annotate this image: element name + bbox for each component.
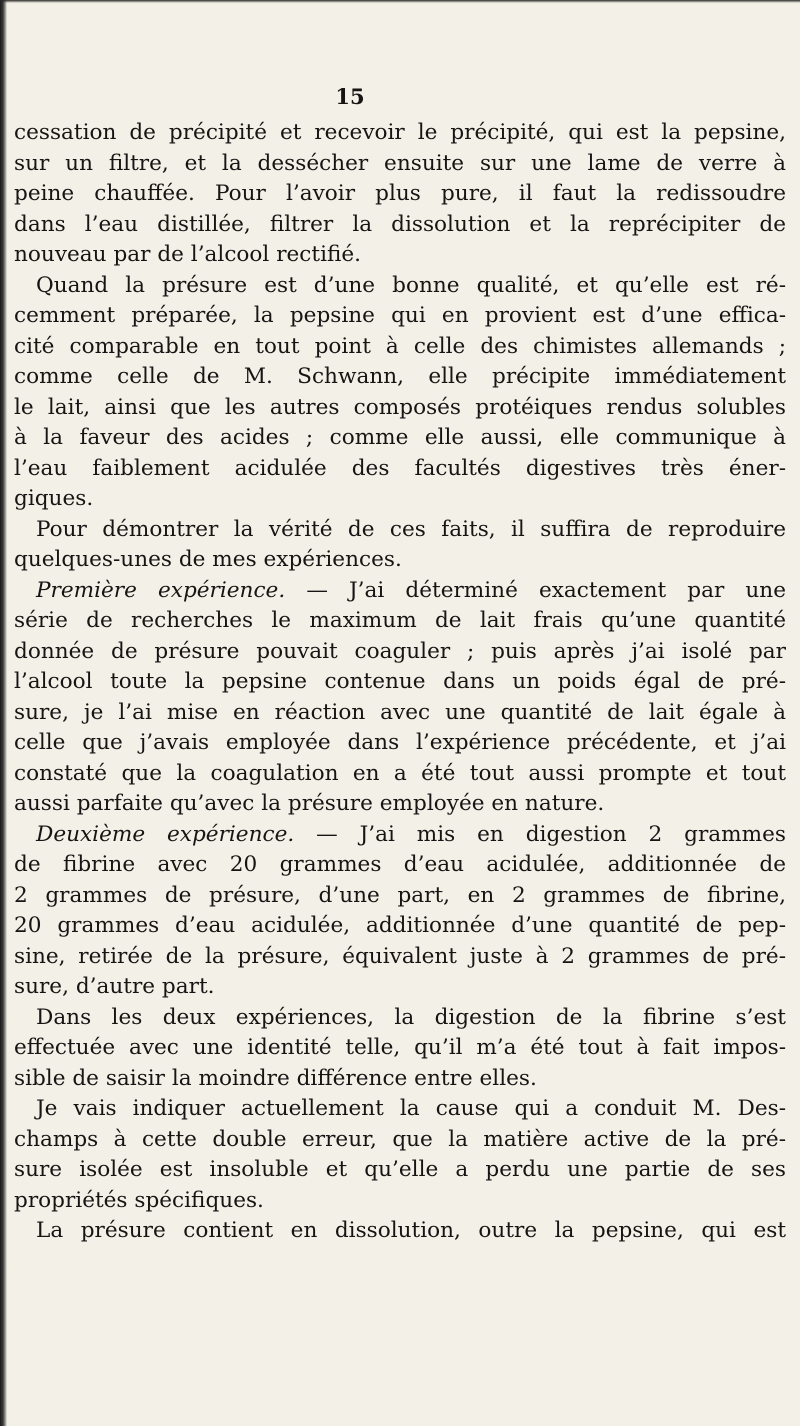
text-line: Quand la présure est d’une bonne qualité, et qu’elle est ré- (36, 272, 786, 298)
text-line: sible de saisir la moindre différence entre elles. (14, 1065, 537, 1091)
text-line: cité comparable en tout point à celle des chimistes allemands ; (14, 333, 786, 359)
section-lead: Première expérience. (36, 577, 286, 603)
text-line: propriétés spécifiques. (14, 1187, 264, 1213)
text-line: La présure contient en dissolution, outre la pepsine, qui est (36, 1218, 786, 1243)
text-line-rest: — J’ai mis en digestion 2 grammes (294, 821, 786, 847)
section-lead: Deuxième expérience. (36, 821, 295, 847)
page-binding-edge (0, 0, 7, 1426)
text-line: série de recherches le maximum de lait frais qu’une quantité (14, 608, 786, 633)
text-line: effectuée avec une identité telle, qu’il m’a été tout à fait impos- (14, 1035, 786, 1060)
text-line: quelques-unes de mes expériences. (14, 547, 402, 572)
text-line: champs à cette double erreur, que la matière active de la pré- (14, 1126, 786, 1152)
text-line: à la faveur des acides ; comme elle aussi, elle communique à (14, 425, 786, 450)
text-line: dans l’eau distillée, filtrer la dissolution et la reprécipiter de (14, 211, 786, 237)
text-line: Pour démontrer la vérité de ces faits, il suffira de reproduire (36, 516, 786, 542)
text-line: cessation de précipité et recevoir le précipité, qui est la pepsine, (14, 120, 786, 145)
text-line: sur un filtre, et la dessécher ensuite sur une lame de verre à (14, 150, 786, 176)
text-line: le lait, ainsi que les autres composés protéiques rendus solubles (14, 394, 786, 420)
text-line: nouveau par de l’alcool rectifié. (14, 242, 362, 267)
text-line: giques. (14, 486, 94, 511)
text-line: sure, je l’ai mise en réaction avec une quantité de lait égale à (14, 699, 786, 725)
text-line: Dans les deux expériences, la digestion de la fibrine s’est (36, 1004, 786, 1030)
text-line: 20 grammes d’eau acidulée, additionnée d’une quantité de pep- (14, 913, 786, 938)
page-top-edge (0, 0, 800, 3)
text-line: l’eau faiblement acidulée des facultés digestives très éner- (14, 455, 786, 481)
text-line: celle que j’avais employée dans l’expérience précédente, et j’ai (14, 730, 786, 755)
text-line: Je vais indiquer actuellement la cause qui a conduit M. Des- (36, 1096, 786, 1121)
text-line: donnée de présure pouvait coaguler ; puis après j’ai isolé par (14, 638, 786, 664)
text-line: sure, d’autre part. (14, 974, 215, 999)
text-line: constaté que la coagulation en a été tout aussi prompte et tout (14, 760, 786, 786)
text-line: de fibrine avec 20 grammes d’eau acidulée, additionnée de (14, 852, 786, 877)
text-line-rest: — J’ai déterminé exactement par une (285, 577, 786, 603)
text-line: cemment préparée, la pepsine qui en provient est d’une effica- (14, 303, 786, 328)
text-line: peine chauffée. Pour l’avoir plus pure, il faut la redissoudre (14, 181, 786, 206)
text-line: comme celle de M. Schwann, elle précipite immédiatement (14, 364, 786, 389)
text-line: l’alcool toute la pepsine contenue dans un poids égal de pré- (14, 669, 786, 694)
body-text (14, 118, 786, 1247)
text-line: sine, retirée de la présure, équivalent juste à 2 grammes de pré- (14, 943, 786, 969)
text-line: 2 grammes de présure, d’une part, en 2 grammes de fibrine, (14, 882, 786, 908)
text-line: sure isolée est insoluble et qu’elle a perdu une partie de ses (14, 1157, 786, 1182)
text-line (14, 576, 786, 607)
text-line (14, 820, 786, 851)
page-number: 15 (335, 84, 365, 109)
text-line: aussi parfaite qu’avec la présure employée en nature. (14, 791, 605, 816)
